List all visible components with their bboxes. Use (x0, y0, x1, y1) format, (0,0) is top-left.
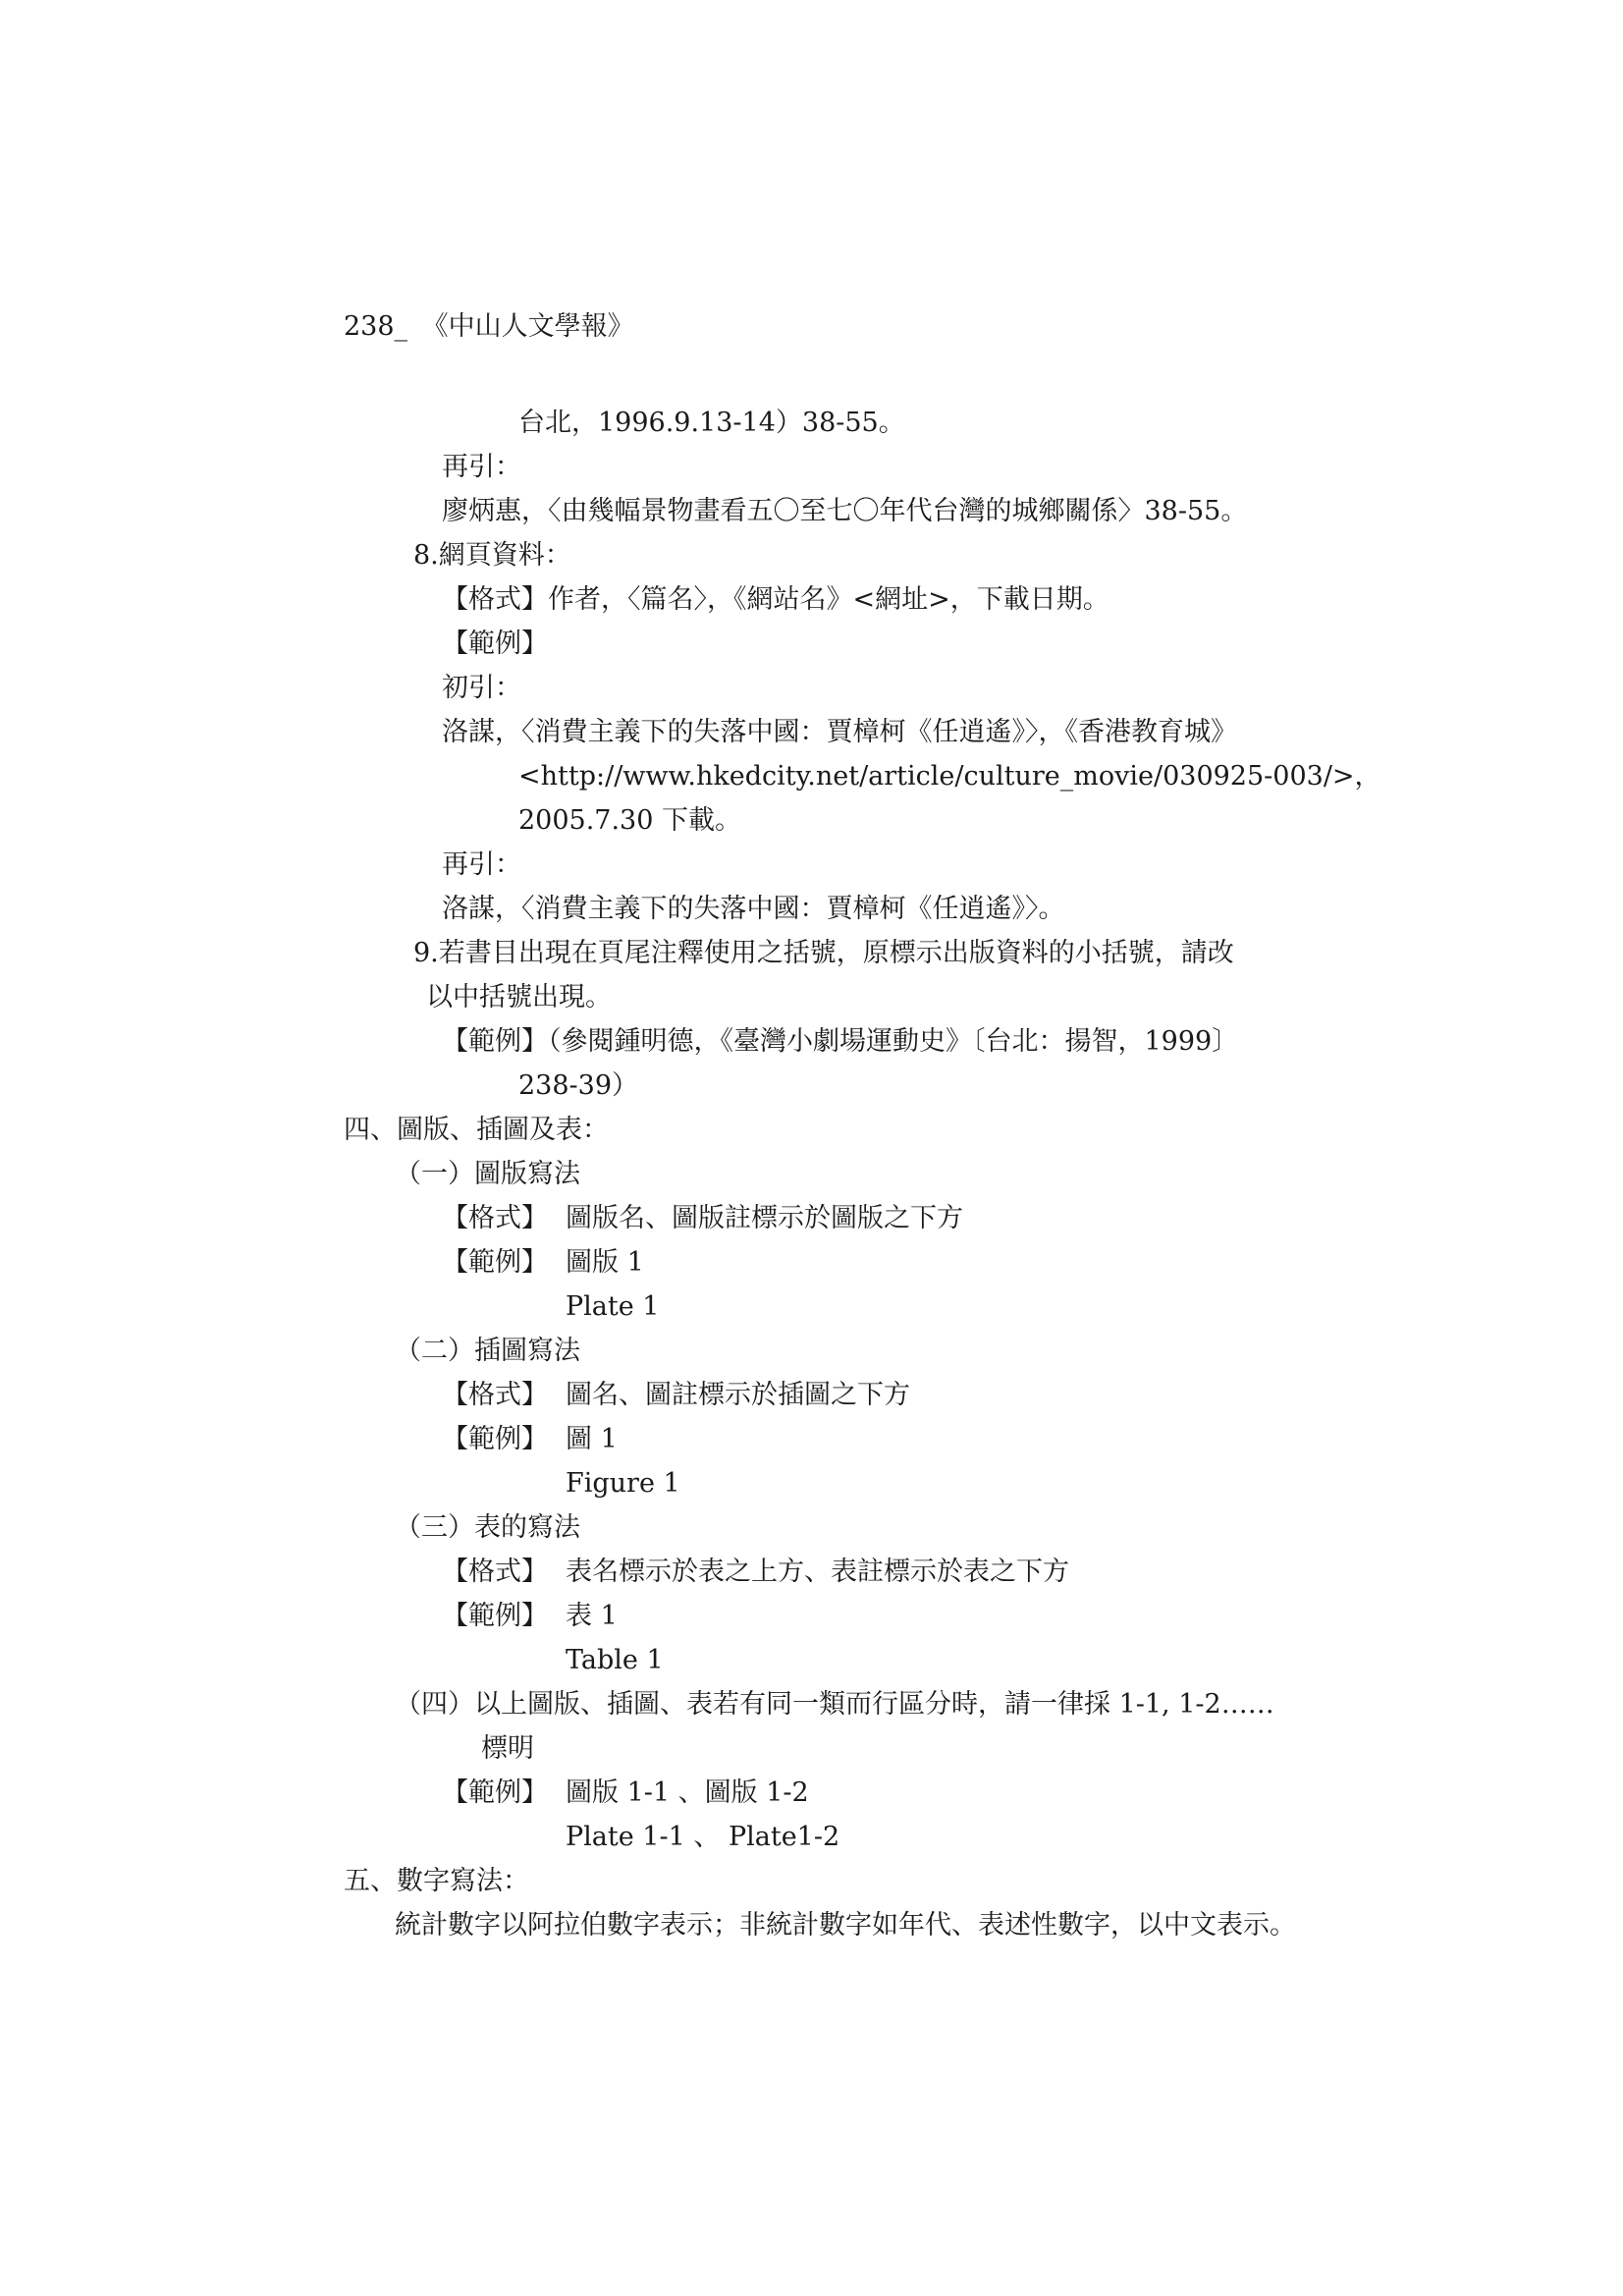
url-line: <http://www.hkedcity.net/article/culture_movie/030925-003/>， (518, 761, 1381, 792)
text-line: 初引： (442, 673, 521, 703)
format-text: 表名標示於表之上方、表註標示於表之下方 (566, 1557, 1069, 1587)
page-number: 238_ (344, 311, 408, 342)
section-heading: 五、數字寫法： (344, 1866, 529, 1896)
example-text: 圖版 1-1 、圖版 1-2 (566, 1777, 809, 1808)
text-line: 洛謀，〈消費主義下的失落中國：賈樟柯《任逍遙》〉。 (442, 894, 1065, 924)
example-label: 【範例】 (442, 1601, 548, 1631)
section-heading: 9.若書目出現在頁尾注釋使用之括號，原標示出版資料的小括號，請改 (413, 938, 1234, 968)
subsection-heading: （一）圖版寫法 (395, 1159, 580, 1189)
subsection-heading: （四）以上圖版、插圖、表若有同一類而行區分時，請一律採 1-1, 1-2…… (395, 1689, 1274, 1720)
text-line: 統計數字以阿拉伯數字表示；非統計數字如年代、表述性數字，以中文表示。 (395, 1910, 1296, 1941)
example-text: 圖 1 (566, 1424, 618, 1454)
text-line: 洛謀，〈消費主義下的失落中國：賈樟柯《任逍遙》〉，《香港教育城》 (442, 717, 1237, 747)
text-line: Table 1 (566, 1645, 664, 1675)
format-label: 【格式】 (442, 1557, 548, 1587)
format-label: 【格式】 (442, 1203, 548, 1233)
text-line: 廖炳惠，〈由幾幅景物畫看五〇至七〇年代台灣的城鄉關係〉38-55。 (442, 496, 1248, 526)
text-line: 以中括號出現。 (426, 982, 612, 1012)
text-line (442, 1423, 618, 1456)
example-label: 【範例】 (442, 1247, 548, 1278)
text-line: Plate 1-1 、 Plate1-2 (566, 1822, 840, 1852)
text-line: 台北，1996.9.13-14）38-55。 (518, 408, 905, 438)
text-line: 【範例】 (442, 629, 548, 659)
format-text: 圖名、圖註標示於插圖之下方 (566, 1380, 910, 1410)
text-line: 【範例】（參閱鍾明德，《臺灣小劇場運動史》〔台北：揚智，1999〕 (442, 1026, 1239, 1057)
example-text: 表 1 (566, 1601, 618, 1631)
text-line: 2005.7.30 下載。 (518, 805, 741, 836)
running-header (344, 310, 634, 344)
text-line (442, 1379, 910, 1412)
text-line (442, 1777, 809, 1810)
example-text: 圖版 1 (566, 1247, 644, 1278)
text-line: 再引： (442, 452, 521, 482)
text-line: 標明 (481, 1733, 534, 1764)
subsection-heading: （三）表的寫法 (395, 1512, 580, 1543)
format-text: 圖版名、圖版註標示於圖版之下方 (566, 1203, 963, 1233)
text-line (442, 1246, 644, 1280)
text-line (442, 1202, 963, 1235)
subsection-heading: （二）插圖寫法 (395, 1336, 580, 1366)
text-line (442, 1600, 618, 1633)
text-line: Figure 1 (566, 1468, 680, 1499)
text-line: 再引： (442, 849, 521, 880)
format-label: 【格式】 (442, 1380, 548, 1410)
text-line: 【格式】作者，〈篇名〉，《網站名》<網址>，下載日期。 (442, 584, 1109, 615)
example-label: 【範例】 (442, 1424, 548, 1454)
text-line: Plate 1 (566, 1291, 660, 1322)
text-line (442, 1556, 1069, 1589)
section-heading: 8.網頁資料： (413, 540, 571, 571)
example-label: 【範例】 (442, 1777, 548, 1808)
journal-title: 《中山人文學報》 (421, 311, 634, 342)
section-heading: 四、圖版、插圖及表： (344, 1115, 609, 1145)
text-line: 238-39） (518, 1070, 639, 1101)
